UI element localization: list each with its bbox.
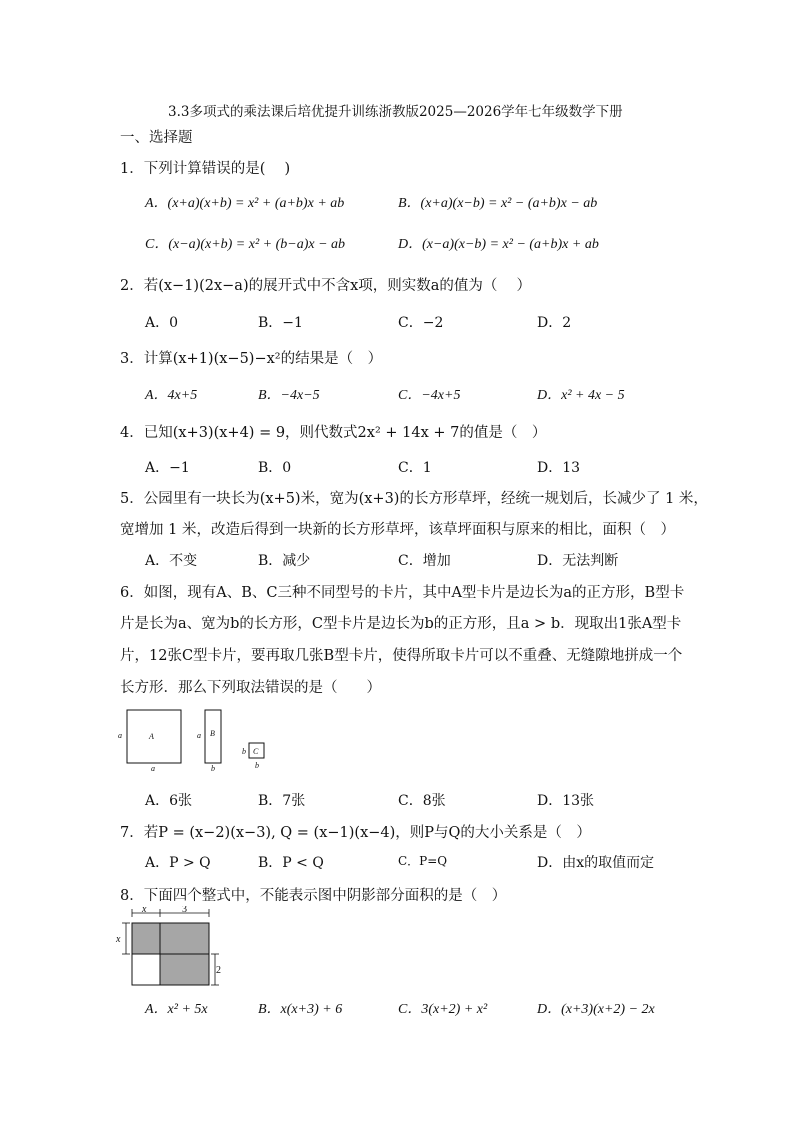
question-2-stem: 2．若(x−1)(2x−a)的展开式中不含x项，则实数a的值为（ ） [120, 278, 532, 294]
question-8-option-c[interactable]: C．3(x+2) + x² [398, 1002, 488, 1017]
question-6-option-d[interactable]: D．13张 [537, 793, 595, 809]
question-3-option-b[interactable]: B．−4x−5 [258, 388, 320, 403]
question-8-option-d[interactable]: D．(x+3)(x+2) − 2x [537, 1002, 655, 1017]
question-2-option-d[interactable]: D．2 [537, 315, 572, 331]
question-3-option-a[interactable]: A．4x+5 [145, 388, 198, 403]
question-2-option-c[interactable]: C．−2 [398, 315, 444, 331]
page-title: 3.3多项式的乘法课后培优提升训练浙教版2025—2026学年七年级数学下册 [168, 104, 623, 120]
question-8-stem: 8．下面四个整式中，不能表示图中阴影部分面积的是（ ） [120, 888, 507, 904]
question-5-stem-line-2: 宽增加 1 米，改造后得到一块新的长方形草坪，该草坪面积与原来的相比，面积（ ） [120, 522, 675, 538]
shaded-square-x [132, 923, 160, 954]
dim-left-x: x [116, 934, 121, 945]
shaded-rect-bottom [160, 954, 209, 985]
question-1-stem: 1．下列计算错误的是( ) [120, 161, 291, 177]
question-5-stem-line-1: 5．公园里有一块长为(x+5)米，宽为(x+3)的长方形草坪，经统一规划后，长减少了 1 米， [120, 491, 708, 507]
question-7-option-d[interactable]: D．由x的取值而定 [537, 855, 655, 871]
card-c-bottom-label: b [255, 761, 259, 770]
card-a-bottom-label: a [151, 764, 155, 773]
question-7-option-a[interactable]: A．P > Q [145, 855, 211, 871]
section-heading: 一、选择题 [120, 130, 193, 146]
question-8-option-b[interactable]: B．x(x+3) + 6 [258, 1002, 343, 1017]
question-5-option-c[interactable]: C．增加 [398, 553, 451, 569]
question-8-option-a[interactable]: A．x² + 5x [145, 1002, 208, 1017]
card-b-bottom-label: b [211, 764, 215, 773]
card-b-side-label: a [197, 731, 201, 740]
question-6-option-a[interactable]: A．6张 [145, 793, 193, 809]
question-1-option-a[interactable]: A．(x+a)(x+b) = x² + (a+b)x + ab [145, 196, 345, 211]
card-figure [115, 702, 285, 774]
question-4-option-b[interactable]: B．0 [258, 460, 292, 476]
dim-right-2: 2 [216, 965, 221, 976]
question-4-option-a[interactable]: A．−1 [145, 460, 190, 476]
question-5-option-b[interactable]: B．减少 [258, 553, 311, 569]
question-3-option-c[interactable]: C．−4x+5 [398, 388, 461, 403]
card-a-square [127, 710, 181, 763]
dim-top-x: x [142, 906, 147, 915]
card-a-side-label: a [118, 731, 122, 740]
question-6-option-c[interactable]: C．8张 [398, 793, 446, 809]
question-2-option-b[interactable]: B．−1 [258, 315, 303, 331]
question-6-option-b[interactable]: B．7张 [258, 793, 306, 809]
question-1-option-c[interactable]: C．(x−a)(x+b) = x² + (b−a)x − ab [145, 237, 346, 252]
dim-top-3: 3 [182, 906, 187, 915]
card-c-name: C [253, 747, 259, 756]
card-c-side-label: b [242, 747, 246, 756]
question-6-stem-line-4: 长方形．那么下列取法错误的是（ ） [120, 680, 381, 696]
question-3-option-d[interactable]: D．x² + 4x − 5 [537, 388, 625, 403]
card-a-name: A [149, 732, 154, 741]
question-6-stem-line-1: 6．如图，现有A、B、C三种不同型号的卡片，其中A型卡片是边长为a的正方形，B型卡 [120, 585, 685, 601]
question-1-option-d[interactable]: D．(x−a)(x−b) = x² − (a+b)x + ab [398, 237, 599, 252]
unshaded-rect [132, 954, 160, 985]
question-2-option-a[interactable]: A．0 [145, 315, 179, 331]
question-4-option-c[interactable]: C．1 [398, 460, 432, 476]
question-3-stem: 3．计算(x+1)(x−5)−x²的结果是（ ） [120, 351, 383, 367]
question-7-option-b[interactable]: B．P < Q [258, 855, 324, 871]
question-5-option-a[interactable]: A．不变 [145, 553, 198, 569]
question-7-stem: 7．若P = (x−2)(x−3), Q = (x−1)(x−4)，则P与Q的大小关系是（ ） [120, 825, 591, 841]
shaded-area-figure [115, 906, 225, 992]
card-b-name: B [210, 729, 215, 738]
shaded-rect-top [160, 923, 209, 954]
question-6-stem-line-2: 片是长为a、宽为b的长方形，C型卡片是边长为b的正方形，且a > b．现取出1张A型卡 [120, 616, 682, 632]
question-7-option-c[interactable]: C．P=Q [398, 854, 448, 868]
question-1-option-b[interactable]: B．(x+a)(x−b) = x² − (a+b)x − ab [398, 196, 598, 211]
question-4-stem: 4．已知(x+3)(x+4) = 9，则代数式2x² + 14x + 7的值是（ ） [120, 425, 547, 441]
question-6-stem-line-3: 片，12张C型卡片，要再取几张B型卡片，使得所取卡片可以不重叠、无缝隙地拼成一个 [120, 648, 683, 664]
question-4-option-d[interactable]: D．13 [537, 460, 581, 476]
question-5-option-d[interactable]: D．无法判断 [537, 553, 619, 569]
